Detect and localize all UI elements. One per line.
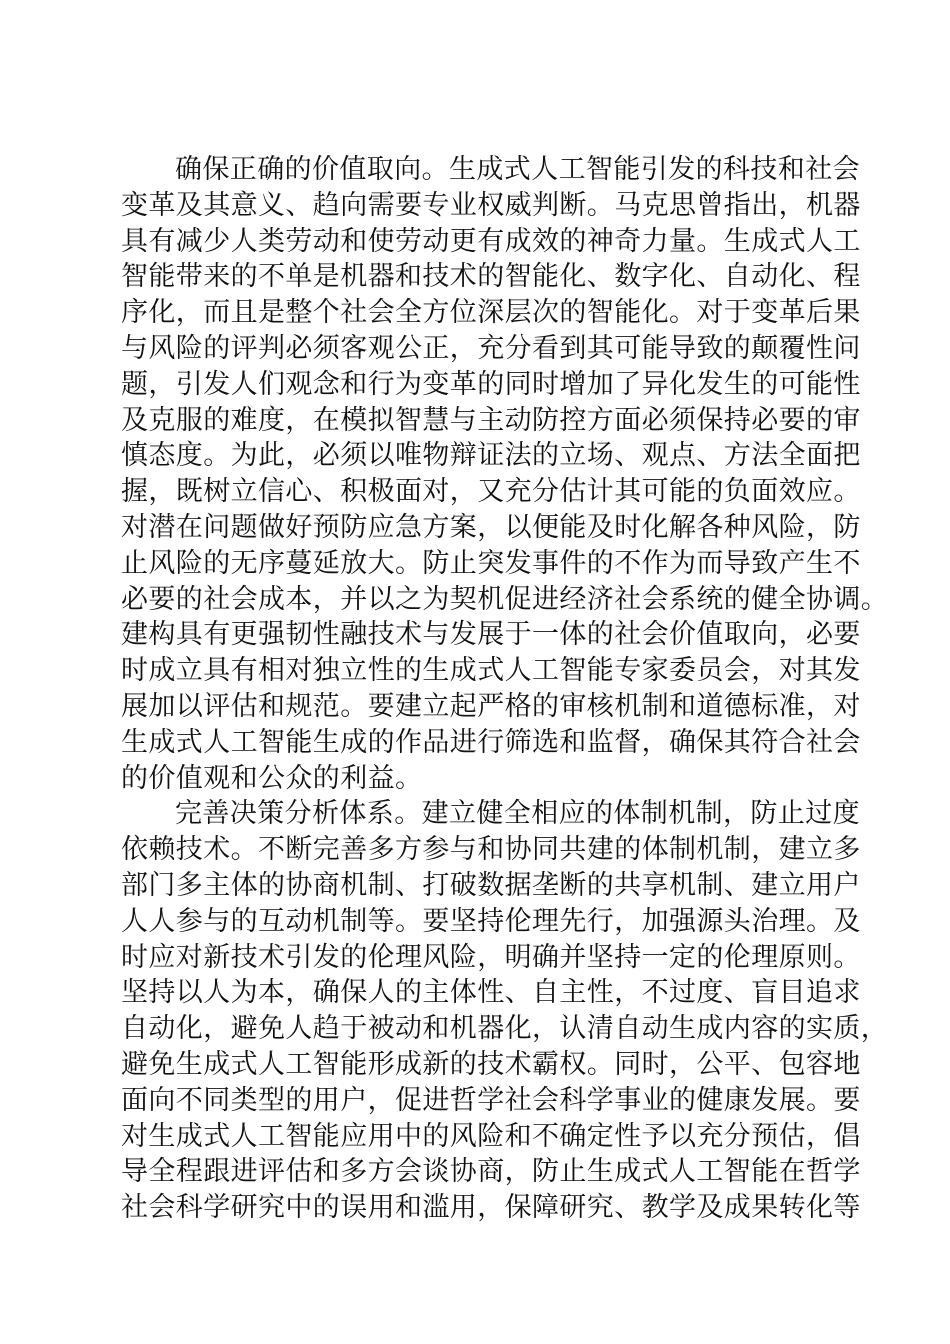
- paragraph-2-line: 社会科学研究中的误用和滥用，保障研究、教学及成果转化等: [121, 1192, 861, 1224]
- paragraph-1-line: 变革及其意义、趋向需要专业权威判断。马克思曾指出，机器: [121, 189, 861, 221]
- paragraph-2-line: 面向不同类型的用户，促进哲学社会科学事业的健康发展。要: [121, 1084, 861, 1116]
- body-text: [121, 152, 889, 1226]
- paragraph-1-line: 展加以评估和规范。要建立起严格的审核机制和道德标准，对: [121, 690, 861, 722]
- paragraph-1-line: 时成立具有相对独立性的生成式人工智能专家委员会，对其发: [121, 655, 861, 687]
- paragraph-2-line: 依赖技术。不断完善多方参与和协同共建的体制机制，建立多: [121, 834, 861, 866]
- paragraph-1-line: 与风险的评判必须客观公正，充分看到其可能导致的颠覆性问: [121, 332, 861, 364]
- paragraph-2-line: 时应对新技术引发的伦理风险，明确并坚持一定的伦理原则。: [121, 941, 861, 973]
- paragraph-1-line: 序化，而且是整个社会全方位深层次的智能化。对于变革后果: [121, 297, 861, 329]
- paragraph-1-line: 及克服的难度，在模拟智慧与主动防控方面必须保持必要的审: [121, 404, 861, 436]
- paragraph-1-line: 生成式人工智能生成的作品进行筛选和监督，确保其符合社会: [121, 726, 861, 758]
- paragraph-1-line: 题，引发人们观念和行为变革的同时增加了异化发生的可能性: [121, 368, 861, 400]
- paragraph-2-line: 导全程跟进评估和多方会谈协商，防止生成式人工智能在哲学: [121, 1156, 861, 1188]
- paragraph-1-line: 对潜在问题做好预防应急方案，以便能及时化解各种风险，防: [121, 511, 861, 543]
- paragraph-1-line: 具有减少人类劳动和使劳动更有成效的神奇力量。生成式人工: [121, 225, 861, 257]
- paragraph-2-line: 部门多主体的协商机制、打破数据垄断的共享机制、建立用户: [121, 869, 861, 901]
- paragraph-2-line: 自动化，避免人趋于被动和机器化，认清自动生成内容的实质，: [121, 1013, 889, 1045]
- paragraph-1-line: 智能带来的不单是机器和技术的智能化、数字化、自动化、程: [121, 261, 861, 293]
- paragraph-2-line: 坚持以人为本，确保人的主体性、自主性，不过度、盲目追求: [121, 977, 861, 1009]
- paragraph-2-line: 人人参与的互动机制等。要坚持伦理先行，加强源头治理。及: [121, 905, 861, 937]
- paragraph-1-line: 的价值观和公众的利益。: [121, 762, 423, 794]
- paragraph-1-line: 确保正确的价值取向。生成式人工智能引发的科技和社会: [175, 154, 860, 185]
- paragraph-2-line: 避免生成式人工智能形成新的技术霸权。同时，公平、包容地: [121, 1048, 861, 1080]
- paragraph-1-line: 握，既树立信心、积极面对，又充分估计其可能的负面效应。: [121, 476, 861, 508]
- paragraph-1-line: 必要的社会成本，并以之为契机促进经济社会系统的健全协调。: [121, 583, 889, 615]
- paragraph-2-line: 对生成式人工智能应用中的风险和不确定性予以充分预估，倡: [121, 1120, 861, 1152]
- paragraph-1-line: 止风险的无序蔓延放大。防止突发事件的不作为而导致产生不: [121, 547, 861, 579]
- paragraph-2-line: 完善决策分析体系。建立健全相应的体制机制，防止过度: [175, 798, 860, 830]
- paragraph-1-line: 建构具有更强韧性融技术与发展于一体的社会价值取向，必要: [121, 619, 861, 651]
- paragraph-1-line: 慎态度。为此，必须以唯物辩证法的立场、观点、方法全面把: [121, 440, 861, 472]
